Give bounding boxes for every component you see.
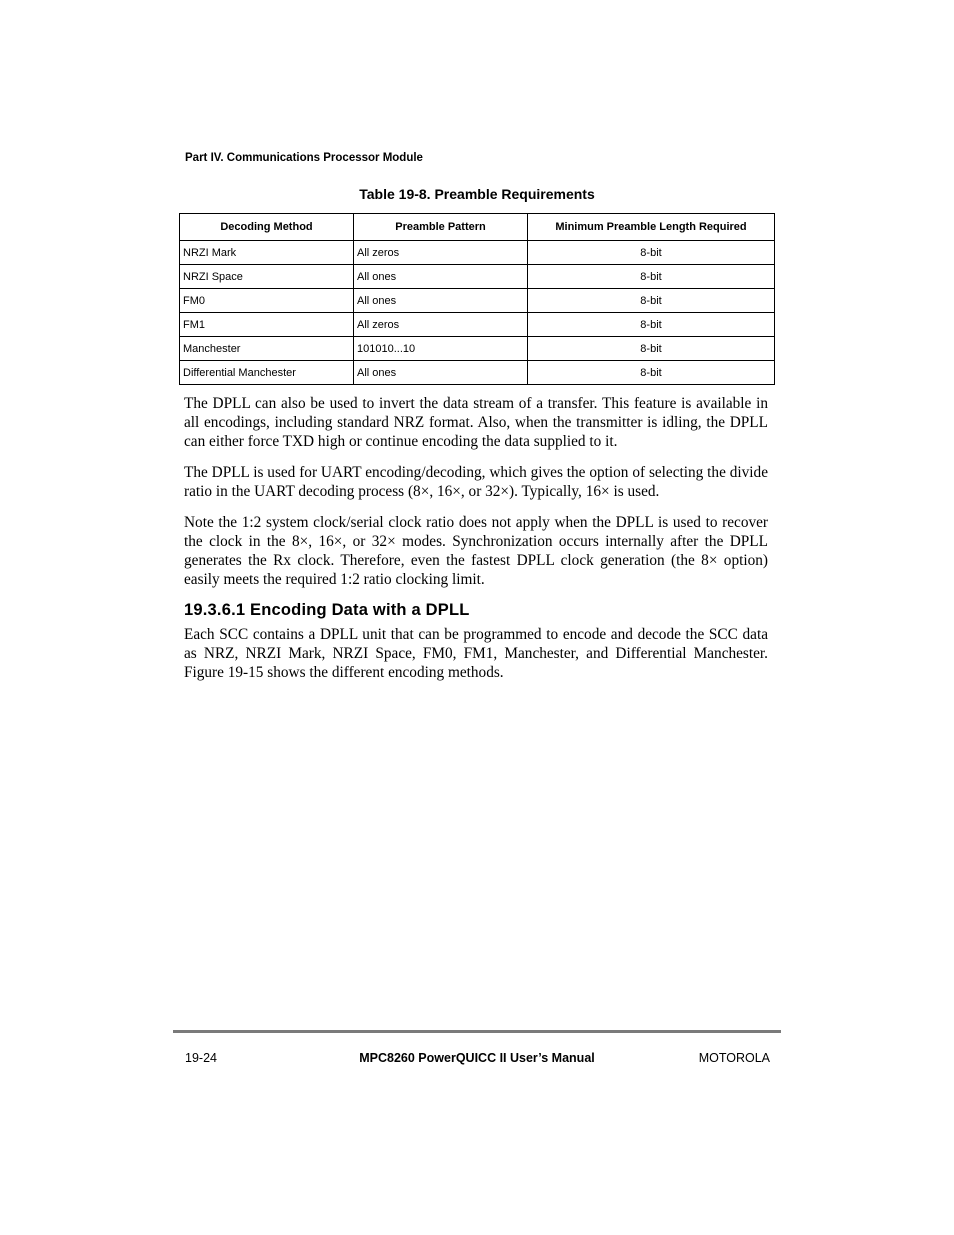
page-number: 19-24 bbox=[185, 1051, 217, 1065]
table-row bbox=[180, 289, 775, 313]
table-row bbox=[180, 337, 775, 361]
paragraph-encoding-data: Each SCC contains a DPLL unit that can be programmed to encode and decode the SCC data as NRZ, NRZI Mark, NRZI Space, FM0, FM1, Manchester, and Differential Manchester. Figure 19-15 shows the different encoding methods. bbox=[184, 626, 768, 681]
decoding-method-cell: NRZI Space bbox=[180, 265, 354, 289]
footer-rule bbox=[173, 1030, 781, 1033]
column-header-decoding-method: Decoding Method bbox=[180, 214, 354, 241]
table-row bbox=[180, 361, 775, 385]
minimum-length-cell: 8-bit bbox=[528, 361, 775, 385]
paragraph-dpll-invert: The DPLL can also be used to invert the data stream of a transfer. This feature is available in all encodings, including standard NRZ format. Also, when the transmitter is idling, the DPLL can either force TXD high or continue encoding the data supplied to it. bbox=[184, 395, 768, 450]
table-row bbox=[180, 313, 775, 337]
publisher-name: MOTOROLA bbox=[698, 1051, 770, 1065]
preamble-pattern-cell: All zeros bbox=[354, 241, 528, 265]
preamble-pattern-cell: All ones bbox=[354, 361, 528, 385]
preamble-requirements-table bbox=[179, 213, 775, 385]
decoding-method-cell: FM0 bbox=[180, 289, 354, 313]
table-title: Table 19-8. Preamble Requirements bbox=[359, 186, 595, 202]
column-header-minimum-length: Minimum Preamble Length Required bbox=[528, 214, 775, 241]
table-row bbox=[180, 241, 775, 265]
decoding-method-cell: Manchester bbox=[180, 337, 354, 361]
minimum-length-cell: 8-bit bbox=[528, 241, 775, 265]
manual-title: MPC8260 PowerQUICC II User’s Manual bbox=[359, 1051, 595, 1065]
table-header-row bbox=[180, 214, 775, 241]
section-heading: 19.3.6.1 Encoding Data with a DPLL bbox=[184, 601, 470, 619]
minimum-length-cell: 8-bit bbox=[528, 313, 775, 337]
preamble-pattern-cell: All ones bbox=[354, 265, 528, 289]
preamble-pattern-cell: 101010...10 bbox=[354, 337, 528, 361]
decoding-method-cell: NRZI Mark bbox=[180, 241, 354, 265]
table-row bbox=[180, 265, 775, 289]
preamble-pattern-cell: All ones bbox=[354, 289, 528, 313]
paragraph-clock-ratio: Note the 1:2 system clock/serial clock ratio does not apply when the DPLL is used to recover the clock in the 8×, 16×, or 32× modes. Synchronization occurs internally after the DPLL generates the Rx clock. Therefore, even the fastest DPLL clock generation (the 8× option) easily meets the required 1:2 ratio clocking limit. bbox=[184, 514, 768, 588]
column-header-preamble-pattern: Preamble Pattern bbox=[354, 214, 528, 241]
decoding-method-cell: Differential Manchester bbox=[180, 361, 354, 385]
minimum-length-cell: 8-bit bbox=[528, 289, 775, 313]
preamble-pattern-cell: All zeros bbox=[354, 313, 528, 337]
minimum-length-cell: 8-bit bbox=[528, 337, 775, 361]
running-head: Part IV. Communications Processor Module bbox=[185, 152, 423, 164]
minimum-length-cell: 8-bit bbox=[528, 265, 775, 289]
paragraph-dpll-uart: The DPLL is used for UART encoding/decoding, which gives the option of selecting the divide ratio in the UART decoding process (8×, 16×, or 32×). Typically, 16× is used. bbox=[184, 464, 768, 500]
decoding-method-cell: FM1 bbox=[180, 313, 354, 337]
